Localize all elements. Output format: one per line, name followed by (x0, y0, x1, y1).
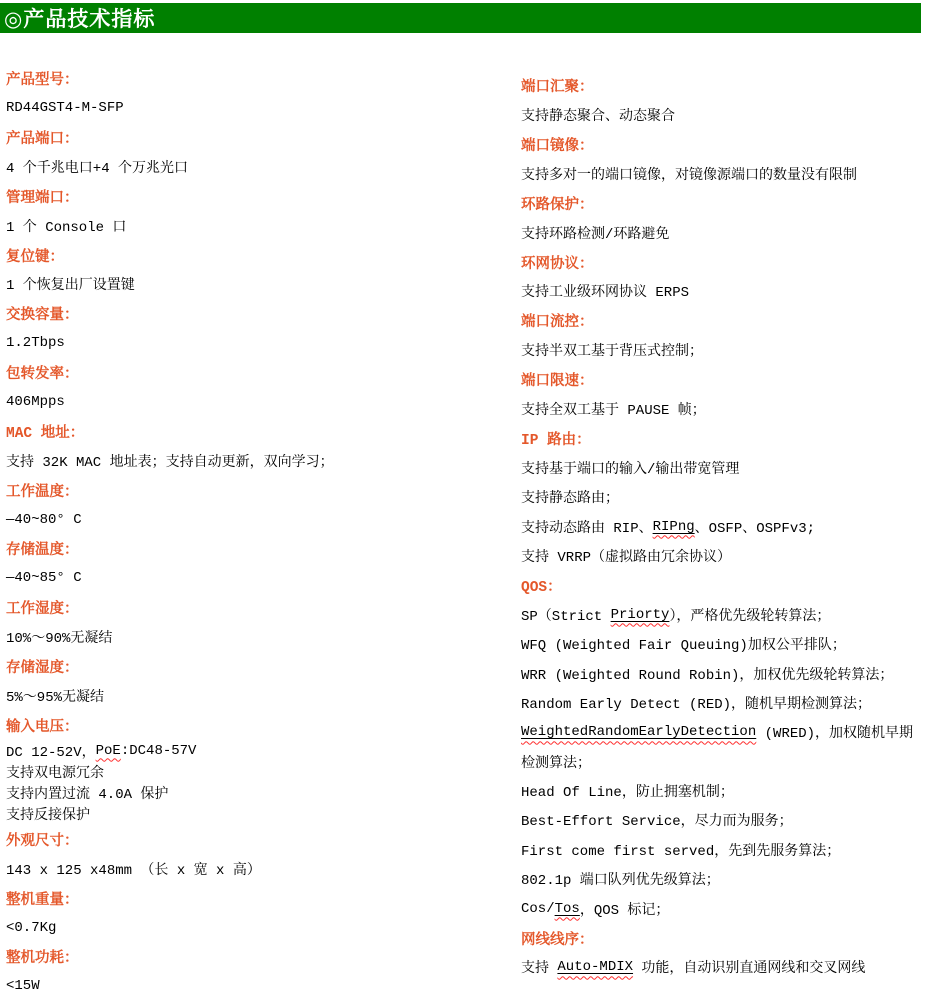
text-segment: 整机重量： (6, 892, 79, 909)
text-segment: 支持反接保护 (6, 808, 90, 825)
text-segment: MAC 地址： (6, 425, 85, 442)
text-segment: 支持 (521, 961, 558, 978)
text-segment: 支持双电源冗余 (6, 765, 104, 782)
text-segment: WFQ (Weighted Fair Queuing)加权公平排队； (521, 638, 846, 655)
spec-heading (521, 571, 927, 600)
spec-value (521, 953, 927, 982)
text-segment: 端口汇聚： (521, 80, 594, 97)
spec-heading (6, 123, 476, 152)
spec-value (521, 718, 927, 747)
spec-value (521, 218, 927, 247)
spec-heading (6, 475, 476, 504)
spec-value (6, 387, 476, 416)
text-segment: 管理端口： (6, 190, 79, 207)
underlined-text (611, 607, 670, 623)
misspelled-text: Tos (554, 900, 580, 917)
text-segment: 网线线序： (521, 932, 594, 949)
text-segment: 复位键： (6, 249, 64, 266)
spec-value (521, 659, 927, 688)
text-segment: —40~85° C (6, 570, 82, 587)
text-segment: 5%～95%无凝结 (6, 689, 105, 706)
spec-value (521, 512, 927, 541)
spec-value (521, 894, 927, 923)
text-segment: RD44GST4-M-SFP (6, 100, 124, 117)
text-segment: 支持静态路由； (521, 491, 619, 508)
spec-heading (521, 247, 927, 276)
misspelled-text: WeightedRandomEarlyDetection (521, 724, 757, 741)
text-segment: 存储湿度： (6, 661, 79, 677)
text-segment: 802.1p 端口队列优先级算法； (521, 873, 720, 890)
text-segment: 1.2Tbps (6, 335, 65, 352)
spec-heading (6, 417, 476, 446)
section-header-bar (0, 3, 921, 33)
text-segment: SP（Strict (521, 608, 611, 625)
spec-heading (6, 240, 476, 269)
misspelled-text: PoE (95, 742, 121, 759)
text-segment: 端口镜像： (521, 138, 594, 155)
spec-heading (521, 189, 927, 218)
text-segment: (WRED)，加权随机早期 (756, 726, 914, 743)
text-segment: 支持静态聚合、动态聚合 (521, 109, 675, 126)
spec-heading (6, 299, 476, 328)
text-segment: ），严格优先级轮转算法； (669, 608, 831, 625)
spec-heading (6, 593, 476, 622)
text-segment: 支持动态路由 RIP、 (521, 520, 653, 537)
text-segment: IP 路由： (521, 432, 591, 449)
text-segment: Head Of Line，防止拥塞机制； (521, 785, 734, 802)
spec-value (6, 564, 476, 593)
text-segment: 10%～90%无凝结 (6, 631, 113, 648)
text-segment: 产品型号： (6, 73, 79, 90)
spec-value (6, 505, 476, 534)
spec-value (521, 277, 927, 306)
spec-value (6, 854, 476, 883)
underlined-text (653, 519, 695, 535)
text-segment: 交换容量： (6, 308, 79, 325)
text-segment: 整机功耗： (6, 951, 79, 968)
text-segment: 外观尺寸： (6, 833, 79, 850)
spec-heading (521, 365, 927, 394)
spec-value (521, 865, 927, 894)
text-segment: 143 x 125 x48mm （长 x 宽 x 高） (6, 862, 261, 879)
spec-column-right (521, 71, 927, 982)
spec-value (6, 782, 476, 803)
spec-value (521, 159, 927, 188)
text-segment: 端口流控： (521, 315, 594, 332)
misspelled-text: RIPng (652, 518, 695, 535)
spec-heading (6, 942, 476, 971)
spec-value (6, 93, 476, 122)
text-segment: 输入电压： (6, 719, 79, 736)
text-segment: 支持多对一的端口镜像，对镜像源端口的数量没有限制 (521, 167, 857, 184)
spec-value (6, 740, 476, 761)
text-segment: 工作湿度： (6, 602, 79, 619)
text-segment: 环路保护： (521, 197, 594, 214)
spec-value (6, 972, 476, 1001)
text-segment: 1 个 Console 口 (6, 219, 127, 236)
text-segment: 支持 VRRP（虚拟路由冗余协议） (521, 549, 732, 566)
spec-value (521, 394, 927, 423)
spec-value (521, 600, 927, 629)
spec-column-left (6, 64, 476, 1001)
text-segment: —40~80° C (6, 511, 82, 528)
text-segment: 4 个千兆电口+4 个万兆光口 (6, 160, 189, 177)
spec-value (521, 100, 927, 129)
text-segment: First come first served，先到先服务算法； (521, 843, 841, 860)
spec-value (6, 446, 476, 475)
text-segment: <15W (6, 978, 40, 995)
spec-value (521, 806, 927, 835)
spec-value-group (6, 740, 476, 825)
spec-heading (521, 306, 927, 335)
text-segment: Cos/ (521, 900, 555, 917)
spec-heading (6, 358, 476, 387)
text-segment: QOS： (521, 579, 562, 596)
spec-value (6, 152, 476, 181)
spec-value (6, 622, 476, 651)
text-segment: Best-Effort Service，尽力而为服务； (521, 814, 793, 831)
underlined-text (557, 959, 633, 975)
spec-value (6, 804, 476, 825)
text-segment: 406Mpps (6, 393, 65, 410)
spec-heading (6, 711, 476, 740)
text-segment: :DC48-57V (120, 742, 197, 759)
text-segment: 1 个恢复出厂设置键 (6, 278, 135, 295)
spec-value (521, 688, 927, 717)
text-segment: 支持环路检测/环路避免 (521, 226, 670, 243)
spec-heading (6, 825, 476, 854)
spec-heading (521, 923, 927, 952)
text-segment: 存储温度： (6, 543, 79, 560)
spec-heading (6, 64, 476, 93)
spec-value (521, 776, 927, 805)
spec-heading (6, 182, 476, 211)
text-segment: ，QOS 标记； (579, 902, 670, 919)
spec-value (521, 336, 927, 365)
spec-value (521, 453, 927, 482)
spec-value (521, 629, 927, 658)
text-segment: <0.7Kg (6, 919, 57, 936)
spec-value (521, 482, 927, 511)
spec-heading (6, 652, 476, 681)
text-segment: 支持 32K MAC 地址表；支持自动更新，双向学习； (6, 454, 334, 471)
text-segment: 产品端口： (6, 131, 79, 148)
section-title: ◎产品技术指标 (4, 8, 156, 31)
spec-value (6, 329, 476, 358)
text-segment: 包转发率： (6, 367, 79, 384)
spec-value (521, 747, 927, 776)
text-segment: 环网协议： (521, 256, 594, 273)
underlined-text (555, 901, 580, 917)
spec-heading (521, 71, 927, 100)
text-segment: 支持基于端口的输入/输出带宽管理 (521, 461, 740, 478)
spec-value (6, 681, 476, 710)
text-segment: DC 12-52V， (6, 744, 96, 761)
spec-heading (521, 130, 927, 159)
misspelled-text: Priorty (610, 606, 670, 623)
misspelled-text: Auto-MDIX (557, 959, 634, 976)
spec-value (521, 541, 927, 570)
text-segment: 支持工业级环网协议 ERPS (521, 285, 690, 302)
text-segment: 功能，自动识别直通网线和交叉网线 (633, 961, 866, 978)
text-segment: Random Early Detect (RED)，随机早期检测算法； (521, 696, 872, 713)
spec-value (6, 913, 476, 942)
text-segment: WRR (Weighted Round Robin)，加权优先级轮转算法； (521, 667, 894, 684)
text-segment: 支持半双工基于背压式控制； (521, 344, 703, 361)
spec-heading (521, 424, 927, 453)
text-segment: 检测算法； (521, 755, 591, 772)
spec-heading (6, 534, 476, 563)
text-segment: 支持全双工基于 PAUSE 帧； (521, 402, 706, 419)
spec-value (6, 761, 476, 782)
text-segment: 工作温度： (6, 484, 79, 501)
text-segment: 、OSFP、OSPFv3; (694, 520, 816, 537)
text-segment: 支持内置过流 4.0A 保护 (6, 786, 169, 803)
spec-value (6, 270, 476, 299)
spec-heading (6, 884, 476, 913)
spec-value (521, 835, 927, 864)
spec-value (6, 211, 476, 240)
underlined-text (521, 724, 756, 740)
text-segment: 端口限速： (521, 374, 594, 391)
